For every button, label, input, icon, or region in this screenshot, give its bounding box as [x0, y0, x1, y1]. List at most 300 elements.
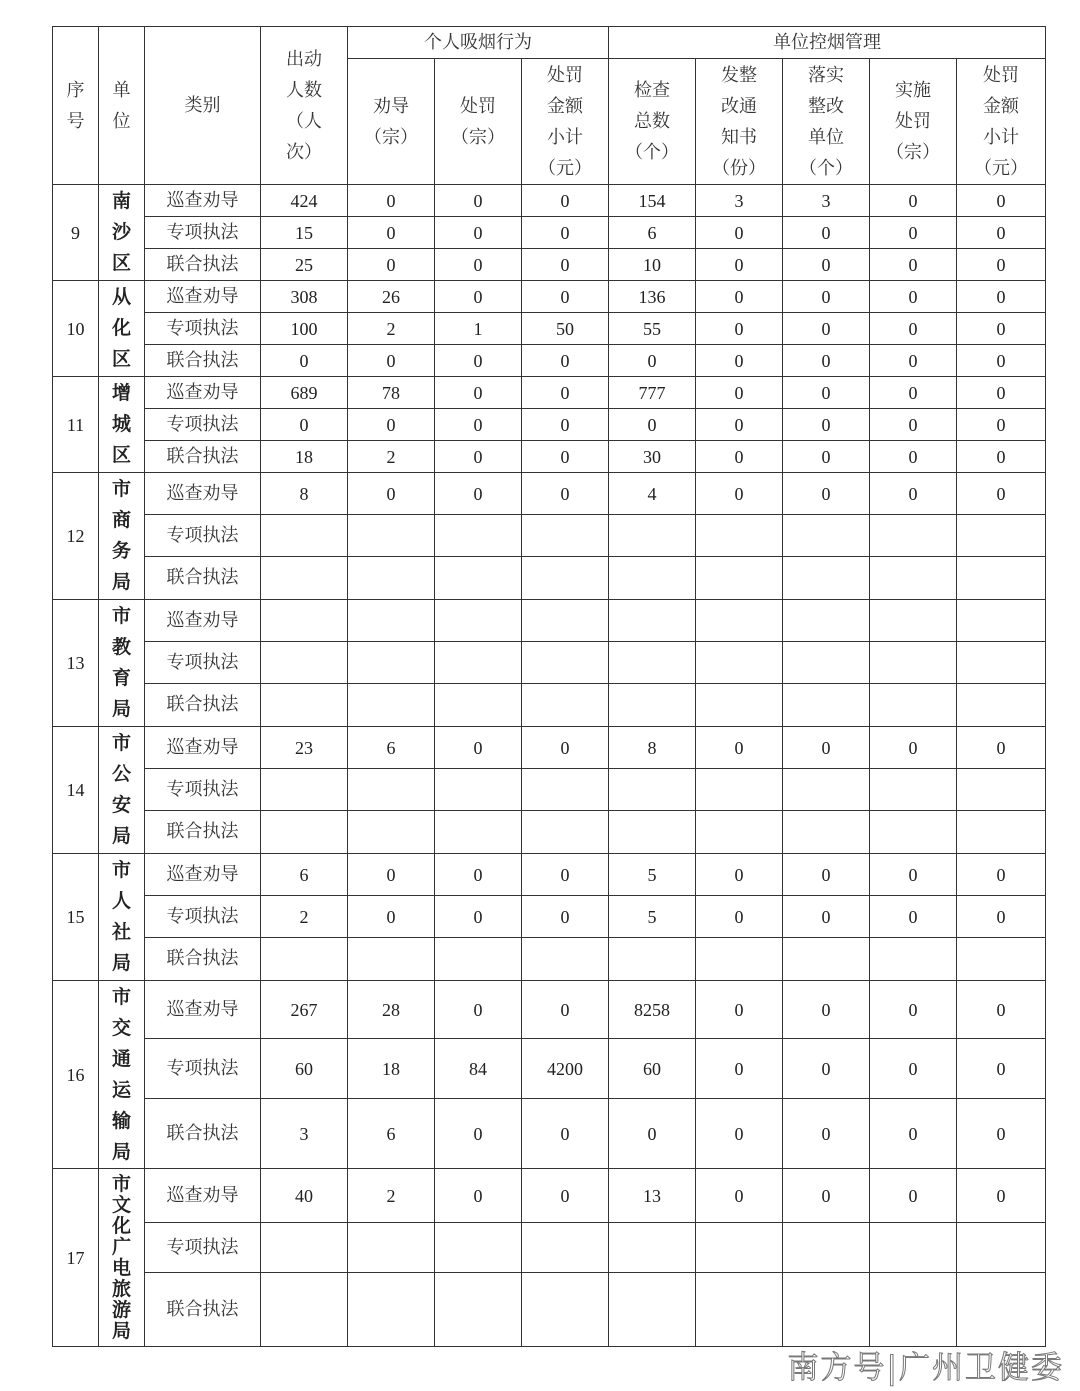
- cell-value: 0: [783, 1039, 870, 1099]
- cell-value: 60: [609, 1039, 696, 1099]
- cell-value: [261, 515, 348, 557]
- cell-value: [870, 515, 957, 557]
- row-seq: 16: [53, 981, 99, 1169]
- cell-value: 13: [609, 1169, 696, 1223]
- cell-value: [435, 811, 522, 854]
- cell-value: 0: [783, 727, 870, 769]
- cell-value: [435, 769, 522, 811]
- cell-value: [870, 1273, 957, 1347]
- cell-value: 4: [609, 473, 696, 515]
- cell-value: [957, 557, 1046, 600]
- cell-value: [957, 938, 1046, 981]
- cell-value: 0: [957, 281, 1046, 313]
- cell-value: [435, 515, 522, 557]
- cell-value: [696, 938, 783, 981]
- row-category: 联合执法: [145, 1099, 261, 1169]
- cell-value: 60: [261, 1039, 348, 1099]
- row-unit: 市 商 务 局: [99, 473, 145, 600]
- cell-value: 0: [870, 854, 957, 896]
- cell-value: [609, 769, 696, 811]
- cell-value: 8258: [609, 981, 696, 1039]
- cell-value: 0: [957, 1099, 1046, 1169]
- cell-value: 0: [696, 854, 783, 896]
- table-row: [53, 854, 1046, 896]
- row-seq: 15: [53, 854, 99, 981]
- cell-value: [522, 515, 609, 557]
- cell-value: [348, 600, 435, 642]
- table-row: [53, 600, 1046, 642]
- cell-value: 0: [783, 345, 870, 377]
- cell-value: 0: [783, 1099, 870, 1169]
- header-unit: 单 位: [99, 27, 145, 185]
- cell-value: 0: [696, 377, 783, 409]
- cell-value: 8: [609, 727, 696, 769]
- cell-value: [870, 684, 957, 727]
- cell-value: [696, 1273, 783, 1347]
- table-row: [53, 249, 1046, 281]
- cell-value: 0: [783, 854, 870, 896]
- cell-value: 0: [435, 854, 522, 896]
- cell-value: [783, 1273, 870, 1347]
- row-unit: 南 沙 区: [99, 185, 145, 281]
- cell-value: 0: [261, 345, 348, 377]
- cell-value: 0: [870, 409, 957, 441]
- cell-value: 0: [348, 409, 435, 441]
- cell-value: 0: [522, 1099, 609, 1169]
- cell-value: 6: [261, 854, 348, 896]
- cell-value: [522, 811, 609, 854]
- cell-value: 0: [522, 185, 609, 217]
- cell-value: 0: [522, 281, 609, 313]
- cell-value: 25: [261, 249, 348, 281]
- cell-value: 6: [348, 1099, 435, 1169]
- cell-value: 0: [957, 185, 1046, 217]
- table-row: [53, 217, 1046, 249]
- cell-value: [870, 642, 957, 684]
- cell-value: 0: [957, 896, 1046, 938]
- row-category: 联合执法: [145, 345, 261, 377]
- cell-value: 777: [609, 377, 696, 409]
- cell-value: 0: [696, 217, 783, 249]
- cell-value: [435, 684, 522, 727]
- cell-value: [348, 642, 435, 684]
- table-row: [53, 1273, 1046, 1347]
- cell-value: [609, 1223, 696, 1273]
- cell-value: [783, 811, 870, 854]
- table-row: [53, 684, 1046, 727]
- cell-value: [522, 557, 609, 600]
- cell-value: [435, 1273, 522, 1347]
- cell-value: [261, 769, 348, 811]
- cell-value: 2: [348, 441, 435, 473]
- cell-value: 0: [783, 896, 870, 938]
- cell-value: 0: [696, 727, 783, 769]
- header-group-unit: 单位控烟管理: [609, 27, 1046, 59]
- cell-value: [696, 515, 783, 557]
- cell-value: 0: [957, 1039, 1046, 1099]
- cell-value: 0: [870, 377, 957, 409]
- cell-value: 26: [348, 281, 435, 313]
- cell-value: 424: [261, 185, 348, 217]
- cell-value: [261, 684, 348, 727]
- row-seq: 11: [53, 377, 99, 473]
- cell-value: 0: [435, 1099, 522, 1169]
- cell-value: 5: [609, 896, 696, 938]
- row-category: 巡查劝导: [145, 473, 261, 515]
- cell-value: [957, 515, 1046, 557]
- cell-value: 0: [783, 473, 870, 515]
- cell-value: 55: [609, 313, 696, 345]
- cell-value: 136: [609, 281, 696, 313]
- cell-value: 0: [783, 281, 870, 313]
- table-row: [53, 981, 1046, 1039]
- cell-value: 0: [870, 313, 957, 345]
- cell-value: 2: [348, 1169, 435, 1223]
- cell-value: 100: [261, 313, 348, 345]
- cell-value: 0: [957, 377, 1046, 409]
- row-category: 巡查劝导: [145, 981, 261, 1039]
- table-row: [53, 642, 1046, 684]
- cell-value: 0: [957, 1169, 1046, 1223]
- cell-value: [957, 642, 1046, 684]
- cell-value: [783, 600, 870, 642]
- cell-value: 0: [957, 409, 1046, 441]
- cell-value: [522, 1223, 609, 1273]
- cell-value: 0: [435, 896, 522, 938]
- cell-value: 0: [870, 441, 957, 473]
- cell-value: 267: [261, 981, 348, 1039]
- cell-value: [609, 600, 696, 642]
- row-seq: 13: [53, 600, 99, 727]
- cell-value: 0: [435, 441, 522, 473]
- cell-value: 40: [261, 1169, 348, 1223]
- table-row: [53, 1223, 1046, 1273]
- cell-value: 0: [957, 981, 1046, 1039]
- cell-value: 0: [696, 313, 783, 345]
- table-row: [53, 1039, 1046, 1099]
- cell-value: 0: [435, 981, 522, 1039]
- cell-value: 10: [609, 249, 696, 281]
- row-category: 专项执法: [145, 769, 261, 811]
- cell-value: 0: [522, 249, 609, 281]
- cell-value: 0: [870, 217, 957, 249]
- cell-value: 0: [783, 441, 870, 473]
- cell-value: 0: [348, 345, 435, 377]
- cell-value: [696, 811, 783, 854]
- row-category: 专项执法: [145, 642, 261, 684]
- cell-value: [696, 684, 783, 727]
- cell-value: 0: [435, 217, 522, 249]
- cell-value: [696, 642, 783, 684]
- cell-value: [348, 684, 435, 727]
- cell-value: 8: [261, 473, 348, 515]
- cell-value: 0: [957, 345, 1046, 377]
- cell-value: 6: [609, 217, 696, 249]
- cell-value: 28: [348, 981, 435, 1039]
- cell-value: 0: [435, 1169, 522, 1223]
- cell-value: 0: [870, 981, 957, 1039]
- cell-value: [783, 1223, 870, 1273]
- cell-value: 0: [870, 1039, 957, 1099]
- row-unit: 市 人 社 局: [99, 854, 145, 981]
- row-category: 巡查劝导: [145, 185, 261, 217]
- cell-value: 0: [696, 1169, 783, 1223]
- cell-value: 0: [783, 409, 870, 441]
- cell-value: [261, 600, 348, 642]
- cell-value: 6: [348, 727, 435, 769]
- row-unit: 市 文 化 广 电 旅 游 局: [99, 1169, 145, 1347]
- header-col-fine: 处罚 金额 小计 （元）: [522, 59, 609, 185]
- cell-value: 0: [957, 727, 1046, 769]
- table-row: [53, 377, 1046, 409]
- table-row: [53, 185, 1046, 217]
- table-row: [53, 1169, 1046, 1223]
- cell-value: 0: [957, 313, 1046, 345]
- cell-value: 0: [957, 854, 1046, 896]
- cell-value: 78: [348, 377, 435, 409]
- cell-value: [609, 938, 696, 981]
- row-unit: 市 教 育 局: [99, 600, 145, 727]
- cell-value: 0: [522, 1169, 609, 1223]
- cell-value: 0: [435, 249, 522, 281]
- table-row: [53, 727, 1046, 769]
- cell-value: 50: [522, 313, 609, 345]
- row-category: 联合执法: [145, 938, 261, 981]
- cell-value: 18: [348, 1039, 435, 1099]
- cell-value: [870, 600, 957, 642]
- row-unit: 市 交 通 运 输 局: [99, 981, 145, 1169]
- cell-value: [435, 600, 522, 642]
- header-col-unit-fine: 处罚 金额 小计 （元）: [957, 59, 1046, 185]
- cell-value: [957, 1273, 1046, 1347]
- cell-value: [522, 600, 609, 642]
- row-category: 巡查劝导: [145, 1169, 261, 1223]
- cell-value: [696, 600, 783, 642]
- cell-value: 0: [696, 441, 783, 473]
- cell-value: 0: [696, 281, 783, 313]
- cell-value: 0: [522, 473, 609, 515]
- cell-value: 0: [348, 473, 435, 515]
- row-seq: 9: [53, 185, 99, 281]
- cell-value: [957, 1223, 1046, 1273]
- cell-value: 0: [870, 896, 957, 938]
- cell-value: [348, 769, 435, 811]
- cell-value: 0: [522, 854, 609, 896]
- cell-value: 15: [261, 217, 348, 249]
- cell-value: [522, 938, 609, 981]
- cell-value: 0: [435, 409, 522, 441]
- cell-value: [348, 938, 435, 981]
- row-seq: 10: [53, 281, 99, 377]
- header-col-rectified: 落实 整改 单位 （个）: [783, 59, 870, 185]
- row-seq: 14: [53, 727, 99, 854]
- cell-value: [783, 769, 870, 811]
- header-col-unit-penalty: 实施 处罚 （宗）: [870, 59, 957, 185]
- cell-value: 4200: [522, 1039, 609, 1099]
- cell-value: 0: [783, 1169, 870, 1223]
- table-row: [53, 345, 1046, 377]
- cell-value: 0: [957, 249, 1046, 281]
- cell-value: [609, 811, 696, 854]
- cell-value: 0: [696, 1039, 783, 1099]
- row-category: 巡查劝导: [145, 854, 261, 896]
- cell-value: [261, 1273, 348, 1347]
- table-row: [53, 1099, 1046, 1169]
- cell-value: 0: [522, 981, 609, 1039]
- cell-value: 0: [783, 249, 870, 281]
- cell-value: 689: [261, 377, 348, 409]
- cell-value: [957, 684, 1046, 727]
- row-category: 专项执法: [145, 896, 261, 938]
- cell-value: 0: [522, 217, 609, 249]
- header-col-notice: 发整 改通 知书 （份）: [696, 59, 783, 185]
- cell-value: [435, 938, 522, 981]
- header-col-inspect: 检查 总数 （个）: [609, 59, 696, 185]
- cell-value: [348, 811, 435, 854]
- row-category: 联合执法: [145, 249, 261, 281]
- cell-value: 3: [783, 185, 870, 217]
- cell-value: 0: [522, 377, 609, 409]
- header-staff: 出动 人数 （人 次）: [261, 27, 348, 185]
- cell-value: [783, 557, 870, 600]
- cell-value: [783, 515, 870, 557]
- cell-value: 0: [435, 727, 522, 769]
- row-category: 专项执法: [145, 1223, 261, 1273]
- cell-value: [348, 1223, 435, 1273]
- tobacco-control-table: [52, 26, 1046, 1347]
- cell-value: 0: [435, 377, 522, 409]
- cell-value: 0: [696, 896, 783, 938]
- cell-value: 0: [435, 281, 522, 313]
- cell-value: [435, 557, 522, 600]
- cell-value: 0: [696, 981, 783, 1039]
- cell-value: [870, 1223, 957, 1273]
- cell-value: 0: [522, 896, 609, 938]
- table-row: [53, 313, 1046, 345]
- cell-value: [870, 811, 957, 854]
- cell-value: 3: [696, 185, 783, 217]
- cell-value: 0: [609, 409, 696, 441]
- cell-value: 308: [261, 281, 348, 313]
- cell-value: 0: [957, 473, 1046, 515]
- table-row: [53, 769, 1046, 811]
- table-row: [53, 938, 1046, 981]
- cell-value: [609, 1273, 696, 1347]
- cell-value: [957, 600, 1046, 642]
- cell-value: [870, 557, 957, 600]
- cell-value: 0: [522, 409, 609, 441]
- header-category: 类别: [145, 27, 261, 185]
- cell-value: [435, 1223, 522, 1273]
- cell-value: 0: [435, 185, 522, 217]
- cell-value: 1: [435, 313, 522, 345]
- cell-value: [522, 769, 609, 811]
- cell-value: 154: [609, 185, 696, 217]
- row-category: 联合执法: [145, 441, 261, 473]
- cell-value: 30: [609, 441, 696, 473]
- cell-value: [696, 557, 783, 600]
- table-row: [53, 281, 1046, 313]
- row-category: 巡查劝导: [145, 281, 261, 313]
- cell-value: 84: [435, 1039, 522, 1099]
- cell-value: 0: [957, 217, 1046, 249]
- cell-value: 2: [261, 896, 348, 938]
- table-row: [53, 896, 1046, 938]
- cell-value: 0: [870, 473, 957, 515]
- row-category: 联合执法: [145, 811, 261, 854]
- cell-value: [870, 769, 957, 811]
- cell-value: [783, 938, 870, 981]
- cell-value: 0: [870, 1169, 957, 1223]
- cell-value: 0: [870, 249, 957, 281]
- cell-value: 0: [696, 249, 783, 281]
- cell-value: [783, 642, 870, 684]
- cell-value: 0: [609, 1099, 696, 1169]
- cell-value: 0: [870, 345, 957, 377]
- row-category: 专项执法: [145, 217, 261, 249]
- cell-value: 0: [783, 217, 870, 249]
- cell-value: [435, 642, 522, 684]
- cell-value: 0: [348, 854, 435, 896]
- row-category: 巡查劝导: [145, 727, 261, 769]
- table-row: [53, 811, 1046, 854]
- table-row: [53, 473, 1046, 515]
- cell-value: [261, 642, 348, 684]
- row-unit: 市 公 安 局: [99, 727, 145, 854]
- cell-value: 0: [348, 896, 435, 938]
- cell-value: [957, 811, 1046, 854]
- row-seq: 12: [53, 473, 99, 600]
- cell-value: 0: [435, 345, 522, 377]
- cell-value: 0: [348, 185, 435, 217]
- cell-value: [261, 1223, 348, 1273]
- cell-value: 0: [870, 1099, 957, 1169]
- header-group-personal: 个人吸烟行为: [348, 27, 609, 59]
- cell-value: 2: [348, 313, 435, 345]
- cell-value: 0: [522, 345, 609, 377]
- cell-value: 23: [261, 727, 348, 769]
- row-category: 巡查劝导: [145, 600, 261, 642]
- table-row: [53, 409, 1046, 441]
- cell-value: [696, 769, 783, 811]
- cell-value: 0: [957, 441, 1046, 473]
- cell-value: 0: [435, 473, 522, 515]
- table-row: [53, 515, 1046, 557]
- cell-value: 0: [261, 409, 348, 441]
- cell-value: 5: [609, 854, 696, 896]
- header-seq: 序 号: [53, 27, 99, 185]
- row-category: 专项执法: [145, 515, 261, 557]
- cell-value: [783, 684, 870, 727]
- cell-value: 0: [783, 313, 870, 345]
- table-row: [53, 441, 1046, 473]
- cell-value: [261, 811, 348, 854]
- cell-value: 0: [696, 1099, 783, 1169]
- cell-value: [870, 938, 957, 981]
- cell-value: 0: [870, 281, 957, 313]
- cell-value: 0: [870, 185, 957, 217]
- cell-value: 3: [261, 1099, 348, 1169]
- row-unit: 增 城 区: [99, 377, 145, 473]
- cell-value: 0: [870, 727, 957, 769]
- cell-value: [609, 557, 696, 600]
- cell-value: 0: [783, 377, 870, 409]
- cell-value: 0: [696, 345, 783, 377]
- row-seq: 17: [53, 1169, 99, 1347]
- header-col-advise: 劝导 （宗）: [348, 59, 435, 185]
- cell-value: 18: [261, 441, 348, 473]
- cell-value: 0: [609, 345, 696, 377]
